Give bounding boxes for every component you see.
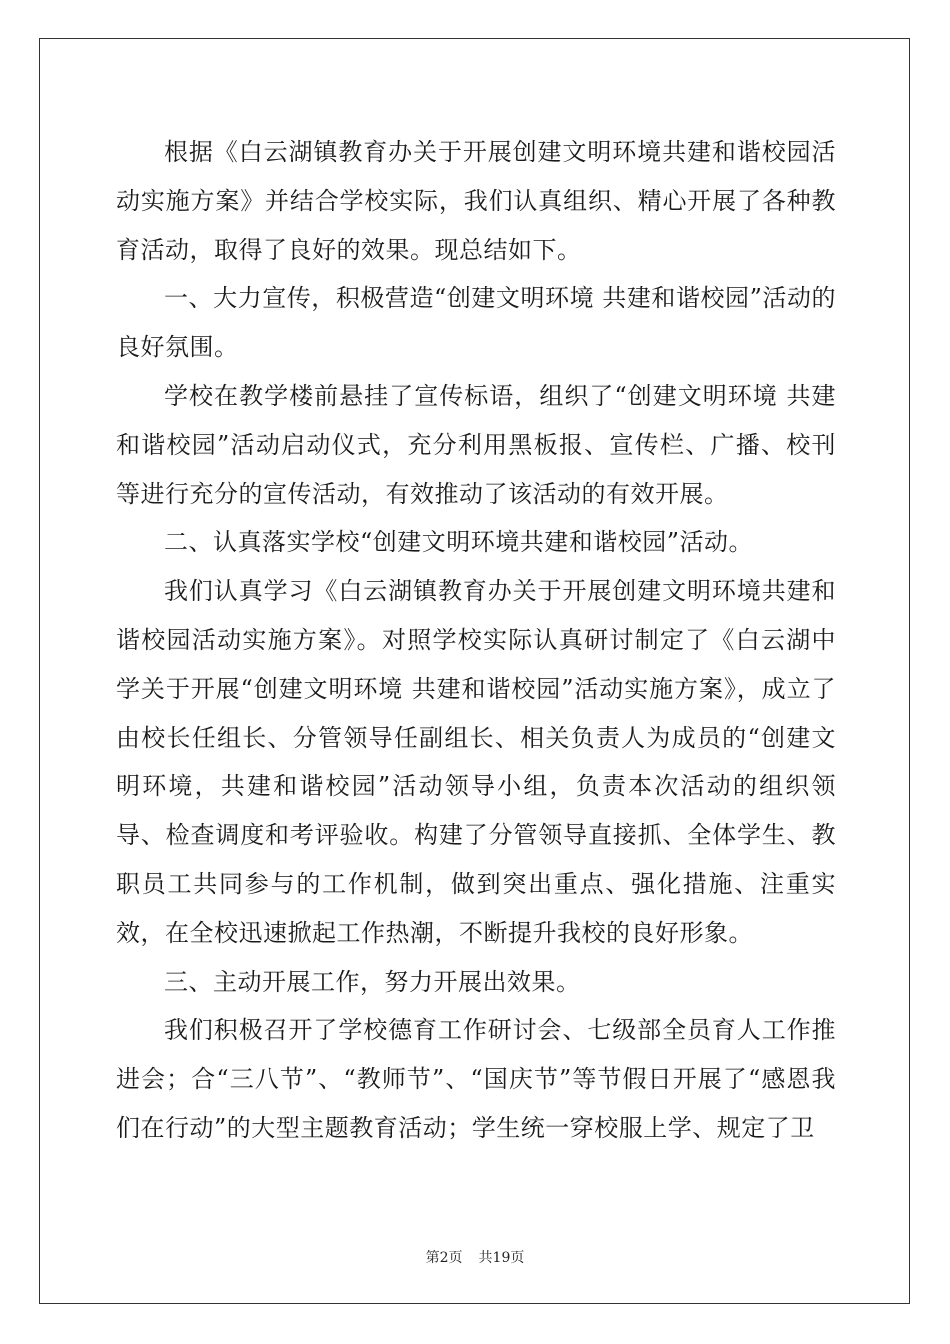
- paragraph-intro: 根据《白云湖镇教育办关于开展创建文明环境共建和谐校园活动实施方案》并结合学校实际，我们认真组织、精心开展了各种教育活动，取得了良好的效果。现总结如下。: [116, 138, 836, 264]
- page-number: 第2页: [425, 1250, 463, 1266]
- paragraph-section-1: 学校在教学楼前悬挂了宣传标语，组织了“创建文明环境 共建和谐校园”活动启动仪式，充分利用黑板报、宣传栏、广播、校刊等进行充分的宣传活动，有效推动了该活动的有效开展。: [116, 381, 836, 508]
- page-total: 共19页: [478, 1250, 525, 1266]
- section-heading-1: 一、大力宣传，积极营造“创建文明环境 共建和谐校园”活动的良好氛围。: [116, 284, 836, 362]
- paragraph-section-2: 我们认真学习《白云湖镇教育办关于开展创建文明环境共建和谐校园活动实施方案》。对照学校实际认真研讨制定了《白云湖中学关于开展“创建文明环境 共建和谐校园”活动实施方案》，成立了由校长任组长、分管领导任副组长、相关负责人为成员的“创建文明环境，共建和谐校园”活动领导小组，负责本次活动的组织领导、检查调度和考评验收。构建了分管领导直接抓、全体学生、教职员工共同参与的工作机制，做到突出重点、强化措施、注重实效，在全校迅速掀起工作热潮，不断提升我校的良好形象。: [116, 577, 836, 947]
- document-body: [116, 128, 836, 1153]
- section-heading-2: 二、认真落实学校“创建文明环境共建和谐校园”活动。: [164, 528, 754, 557]
- section-heading-3: 三、主动开展工作，努力开展出效果。: [164, 967, 581, 996]
- page-footer: [0, 1247, 950, 1267]
- paragraph-section-3: 我们积极召开了学校德育工作研讨会、七级部全员育人工作推进会；合“三八节”、“教师节”、“国庆节”等节假日开展了“感恩我们在行动”的大型主题教育活动；学生统一穿校服上学、规定了卫: [116, 1016, 836, 1142]
